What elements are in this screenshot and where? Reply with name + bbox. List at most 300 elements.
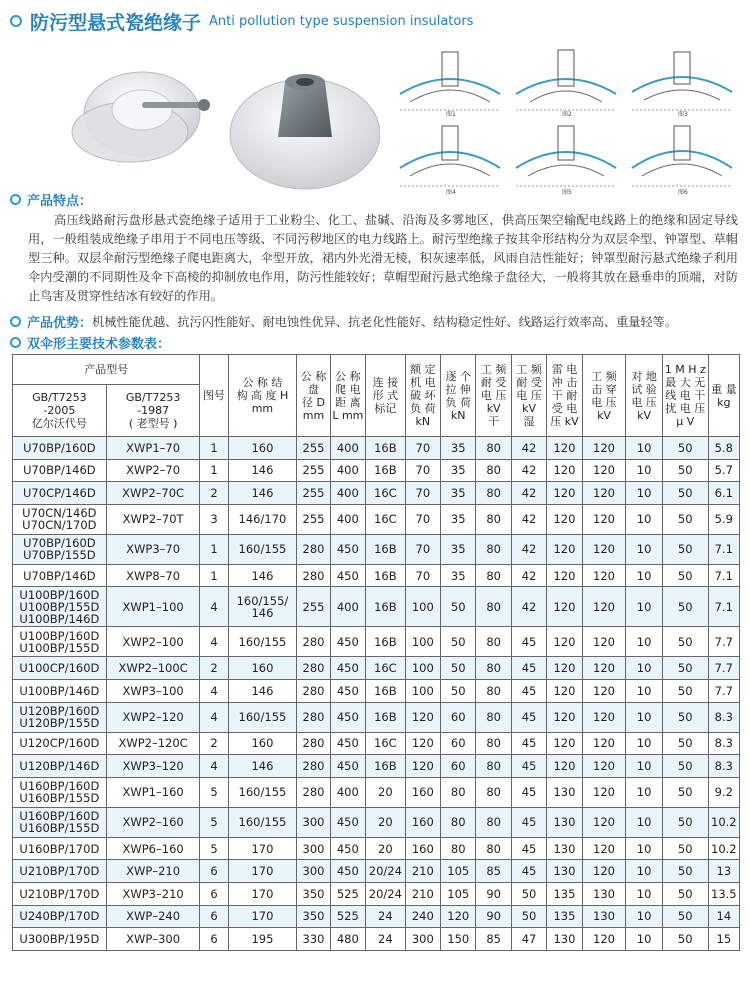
table-cell: 1 <box>200 459 228 482</box>
table-cell: 80 <box>476 732 511 755</box>
drawing-label-6: 图6 <box>678 189 688 196</box>
table-cell: 90 <box>476 905 511 928</box>
table-row <box>13 587 740 627</box>
table-row <box>13 837 740 860</box>
table-cell: 50 <box>662 459 708 482</box>
table-cell: XWP6–160 <box>106 837 200 860</box>
table-cell: XWP8–70 <box>106 564 200 587</box>
table-row <box>13 657 740 680</box>
table-cell: 4 <box>200 702 228 732</box>
th-fig: 图号 <box>200 355 228 437</box>
table-heading <box>10 333 170 352</box>
table-cell: 8.3 <box>708 702 739 732</box>
spec-table-wrap <box>12 354 740 951</box>
table-cell: 120 <box>547 755 582 778</box>
table-cell: 300 <box>297 837 330 860</box>
table-cell: 3 <box>200 504 228 534</box>
table-cell: 80 <box>476 564 511 587</box>
table-cell: 280 <box>297 702 330 732</box>
table-row <box>13 807 740 837</box>
table-row <box>13 882 740 905</box>
table-cell: 2 <box>200 482 228 505</box>
table-cell: 50 <box>662 732 708 755</box>
table-cell: 20/24 <box>366 882 406 905</box>
table-row <box>13 860 740 883</box>
table-cell: 120 <box>582 777 626 807</box>
table-cell: 150 <box>441 928 476 951</box>
table-cell: 6.1 <box>708 482 739 505</box>
table-cell: 50 <box>441 657 476 680</box>
table-cell: 195 <box>228 928 297 951</box>
table-cell: 16B <box>366 437 406 460</box>
ring-icon <box>10 337 21 348</box>
table-cell: 7.1 <box>708 587 739 627</box>
table-cell: 42 <box>511 482 546 505</box>
table-cell: 16C <box>366 732 406 755</box>
table-cell: 130 <box>547 860 582 883</box>
table-cell: 80 <box>441 837 476 860</box>
table-cell: 45 <box>511 755 546 778</box>
table-cell: 450 <box>330 837 365 860</box>
features-heading <box>10 190 92 209</box>
technical-drawings <box>392 38 740 198</box>
table-row <box>13 702 740 732</box>
table-cell: 70 <box>405 564 440 587</box>
table-cell: 120 <box>582 755 626 778</box>
table-cell: 50 <box>662 702 708 732</box>
table-row <box>13 459 740 482</box>
table-cell: 80 <box>441 777 476 807</box>
spec-table <box>12 354 740 951</box>
table-cell: 120 <box>547 459 582 482</box>
th-dia: 公 称 盘 径 D mm <box>297 355 330 437</box>
table-cell: 42 <box>511 459 546 482</box>
table-cell: 525 <box>330 905 365 928</box>
table-cell: 50 <box>662 837 708 860</box>
table-cell: 45 <box>511 837 546 860</box>
table-cell: 16B <box>366 459 406 482</box>
table-cell: 255 <box>297 504 330 534</box>
table-cell: 16C <box>366 482 406 505</box>
table-cell: 20/24 <box>366 860 406 883</box>
table-row <box>13 534 740 564</box>
table-cell: 2 <box>200 732 228 755</box>
table-cell: 5 <box>200 777 228 807</box>
table-cell: 80 <box>476 702 511 732</box>
table-cell: 5 <box>200 837 228 860</box>
table-cell: 80 <box>476 437 511 460</box>
table-cell: 160/155 <box>228 807 297 837</box>
th-dry: 工 频 耐 受 电 压 kV 干 <box>476 355 511 437</box>
table-cell: 170 <box>228 837 297 860</box>
table-cell: 6 <box>200 905 228 928</box>
table-cell: 45 <box>511 732 546 755</box>
table-cell: 70 <box>405 437 440 460</box>
table-row <box>13 679 740 702</box>
table-cell: 210 <box>405 882 440 905</box>
table-row <box>13 732 740 755</box>
table-cell: 450 <box>330 732 365 755</box>
table-cell: 300 <box>297 807 330 837</box>
table-cell: 130 <box>547 777 582 807</box>
table-cell: 130 <box>582 905 626 928</box>
table-cell: 210 <box>405 860 440 883</box>
table-cell: 50 <box>662 657 708 680</box>
table-cell: U120BP/160D U120BP/155D <box>13 702 107 732</box>
title-en: Anti pollution type suspension insulators <box>209 13 474 29</box>
table-row <box>13 777 740 807</box>
table-cell: 70 <box>405 504 440 534</box>
table-cell: 400 <box>330 482 365 505</box>
table-cell: 450 <box>330 657 365 680</box>
table-cell: 10 <box>626 860 662 883</box>
table-cell: 480 <box>330 928 365 951</box>
table-cell: 120 <box>582 837 626 860</box>
table-cell: 50 <box>662 679 708 702</box>
table-cell: 80 <box>441 807 476 837</box>
table-cell: 42 <box>511 564 546 587</box>
drawing-fig4 <box>400 126 500 186</box>
table-cell: 16B <box>366 587 406 627</box>
table-cell: 280 <box>297 755 330 778</box>
table-cell: 80 <box>476 679 511 702</box>
table-cell: 160/155/ 146 <box>228 587 297 627</box>
table-cell: XWP2–100C <box>106 657 200 680</box>
table-cell: 280 <box>297 534 330 564</box>
table-cell: 10 <box>626 459 662 482</box>
table-cell: XWP3–210 <box>106 882 200 905</box>
advantages-text: 机械性能优越、抗污闪性能好、耐电蚀性优异、抗老化性能好、结构稳定性好、线路运行效率高、重量轻等。 <box>92 315 678 329</box>
th-impulse: 雷 电 冲 击 干 耐 受 电 压 kV <box>547 355 582 437</box>
th-creep: 公 称 爬 电 距 离 L mm <box>330 355 365 437</box>
table-cell: 100 <box>405 627 440 657</box>
table-cell: U100BP/146D <box>13 679 107 702</box>
table-cell: 80 <box>476 837 511 860</box>
table-cell: 120 <box>547 534 582 564</box>
ring-icon <box>10 316 21 327</box>
table-cell: U160BP/160D U160BP/155D <box>13 777 107 807</box>
table-cell: 5.8 <box>708 437 739 460</box>
table-cell: 7.7 <box>708 657 739 680</box>
th-gb2005: GB/T7253 -2005 亿尔沃代号 <box>13 385 107 437</box>
table-cell: 50 <box>441 587 476 627</box>
table-cell: 45 <box>511 807 546 837</box>
drawing-fig3 <box>632 52 732 110</box>
table-cell: 120 <box>547 482 582 505</box>
table-cell: 10 <box>626 534 662 564</box>
table-cell: 120 <box>405 702 440 732</box>
table-cell: 120 <box>582 928 626 951</box>
table-cell: 120 <box>547 657 582 680</box>
table-cell: 35 <box>441 504 476 534</box>
table-cell: 450 <box>330 679 365 702</box>
table-cell: U100CP/160D <box>13 657 107 680</box>
table-cell: 16B <box>366 679 406 702</box>
table-cell: 80 <box>476 755 511 778</box>
table-cell: U160BP/160D U160BP/155D <box>13 807 107 837</box>
table-cell: 120 <box>582 534 626 564</box>
table-row <box>13 755 740 778</box>
table-cell: 130 <box>547 928 582 951</box>
table-cell: U210BP/170D <box>13 860 107 883</box>
table-cell: 1 <box>200 564 228 587</box>
table-cell: 160/155 <box>228 702 297 732</box>
product-photos <box>70 42 380 192</box>
table-cell: 450 <box>330 755 365 778</box>
table-cell: 255 <box>297 437 330 460</box>
insulator-photo-side <box>72 72 210 162</box>
table-row <box>13 905 740 928</box>
table-cell: 120 <box>547 437 582 460</box>
table-cell: 16C <box>366 657 406 680</box>
features-text: 高压线路耐污盘形悬式瓷绝缘子适用于工业粉尘、化工、盐碱、沿海及多雾地区，供高压架空输配电线路上的绝缘和固定导线用，一般组装成绝缘子串用于不同电压等级、不同污秽地区的电力线路上。耐污型绝缘子按其伞形结构分为双层伞型、钟罩型、草帽型三种。双层伞耐污型绝缘子爬电距离大，伞型开放，裙内外光滑无棱，积灰速率低，风雨自洁性能好；钟罩型耐污悬式绝缘子利用伞内受潮的不同期性及伞下高棱的抑制放电作用，防污性能较好；草帽型耐污悬式绝缘子盘径大，一般将其放在悬垂串的顶端，对防止鸟害及贯穿性结冰有较好的作用。 <box>28 213 738 303</box>
table-cell: 120 <box>582 807 626 837</box>
table-cell: 160 <box>405 807 440 837</box>
table-cell: 400 <box>330 777 365 807</box>
table-cell: 15 <box>708 928 739 951</box>
table-cell: 4 <box>200 627 228 657</box>
table-cell: 450 <box>330 860 365 883</box>
features-title: 产品特点： <box>27 194 93 209</box>
table-cell: 60 <box>441 755 476 778</box>
table-cell: 16B <box>366 627 406 657</box>
table-cell: 10 <box>626 905 662 928</box>
table-cell: 450 <box>330 564 365 587</box>
table-cell: 10.2 <box>708 837 739 860</box>
table-cell: XWP1–100 <box>106 587 200 627</box>
table-cell: 10 <box>626 882 662 905</box>
table-cell: U210BP/170D <box>13 882 107 905</box>
table-cell: 50 <box>662 534 708 564</box>
table-cell: 45 <box>511 657 546 680</box>
table-cell: 135 <box>547 882 582 905</box>
table-cell: XWP2–70T <box>106 504 200 534</box>
table-cell: 400 <box>330 459 365 482</box>
table-cell: 85 <box>476 928 511 951</box>
table-cell: 2 <box>200 657 228 680</box>
table-cell: 160/155 <box>228 777 297 807</box>
table-title: 双伞形主要技术参数表： <box>27 337 171 352</box>
th-wet: 工 频 耐 受 电 压 kV 湿 <box>511 355 546 437</box>
table-cell: 10 <box>626 755 662 778</box>
table-row <box>13 482 740 505</box>
th-puncture: 工 频 击 穿 电 压 kV <box>582 355 626 437</box>
table-cell: 4 <box>200 755 228 778</box>
table-cell: 47 <box>511 928 546 951</box>
table-cell: 146/170 <box>228 504 297 534</box>
ring-icon <box>10 15 22 27</box>
table-cell: 6 <box>200 860 228 883</box>
table-cell: 120 <box>582 679 626 702</box>
table-cell: U160BP/170D <box>13 837 107 860</box>
table-cell: U100BP/160D U100BP/155D <box>13 627 107 657</box>
table-cell: 120 <box>582 732 626 755</box>
table-cell: 45 <box>511 627 546 657</box>
table-cell: 120 <box>547 732 582 755</box>
table-cell: 20 <box>366 837 406 860</box>
table-cell: 80 <box>476 504 511 534</box>
title-zh: 防污型悬式瓷绝缘子 <box>30 11 202 34</box>
table-cell: U70BP/146D <box>13 564 107 587</box>
th-model: 产品型号 <box>13 355 200 385</box>
table-cell: 16B <box>366 702 406 732</box>
table-cell: 50 <box>662 882 708 905</box>
table-cell: 120 <box>582 564 626 587</box>
table-cell: 450 <box>330 807 365 837</box>
table-cell: 170 <box>228 905 297 928</box>
table-cell: 70 <box>405 482 440 505</box>
table-cell: 160 <box>405 837 440 860</box>
table-cell: 45 <box>511 702 546 732</box>
table-cell: 160 <box>405 777 440 807</box>
table-cell: 50 <box>662 564 708 587</box>
table-cell: 120 <box>547 702 582 732</box>
table-cell: 100 <box>405 657 440 680</box>
page-title <box>10 8 473 34</box>
table-cell: 130 <box>582 882 626 905</box>
table-cell: 24 <box>366 928 406 951</box>
table-cell: 120 <box>582 657 626 680</box>
table-cell: 90 <box>476 882 511 905</box>
drawing-label-4: 图4 <box>446 189 456 196</box>
table-cell: 100 <box>405 679 440 702</box>
table-cell: 80 <box>476 459 511 482</box>
table-cell: 10 <box>626 732 662 755</box>
table-cell: U240BP/170D <box>13 905 107 928</box>
table-cell: XWP2–120 <box>106 702 200 732</box>
table-cell: 50 <box>662 777 708 807</box>
table-cell: 50 <box>662 928 708 951</box>
th-mech: 额 定 机 电 破 坏 负 荷 kN <box>405 355 440 437</box>
table-cell: XWP2–70C <box>106 482 200 505</box>
table-cell: 70 <box>405 459 440 482</box>
table-cell: 330 <box>297 928 330 951</box>
table-cell: 35 <box>441 564 476 587</box>
table-cell: XWP1–160 <box>106 777 200 807</box>
table-cell: 20 <box>366 777 406 807</box>
table-cell: 24 <box>366 905 406 928</box>
table-cell: U300BP/195D <box>13 928 107 951</box>
table-cell: 42 <box>511 587 546 627</box>
table-cell: 14 <box>708 905 739 928</box>
table-cell: 120 <box>582 702 626 732</box>
table-cell: 170 <box>228 882 297 905</box>
table-cell: 50 <box>662 504 708 534</box>
table-cell: 6 <box>200 928 228 951</box>
table-cell: 16B <box>366 755 406 778</box>
table-cell: 450 <box>330 627 365 657</box>
table-cell: 50 <box>662 755 708 778</box>
table-cell: 120 <box>582 860 626 883</box>
table-cell: 35 <box>441 437 476 460</box>
table-cell: 10 <box>626 807 662 837</box>
table-cell: 7.7 <box>708 679 739 702</box>
table-cell: U120CP/160D <box>13 732 107 755</box>
table-cell: 50 <box>662 587 708 627</box>
table-cell: 300 <box>405 928 440 951</box>
table-cell: 50 <box>662 482 708 505</box>
table-cell: 10 <box>626 657 662 680</box>
table-cell: 50 <box>662 860 708 883</box>
table-cell: U70BP/160D <box>13 437 107 460</box>
th-height: 公 称 结 构 高 度 H mm <box>228 355 297 437</box>
table-cell: 105 <box>441 860 476 883</box>
table-cell: 1 <box>200 534 228 564</box>
table-cell: 255 <box>297 459 330 482</box>
table-cell: U120BP/146D <box>13 755 107 778</box>
table-cell: 10 <box>626 587 662 627</box>
table-cell: 400 <box>330 437 365 460</box>
table-cell: 50 <box>662 437 708 460</box>
table-cell: 120 <box>582 459 626 482</box>
table-cell: 120 <box>441 905 476 928</box>
table-row <box>13 564 740 587</box>
table-cell: 280 <box>297 657 330 680</box>
table-cell: 160/155 <box>228 627 297 657</box>
drawing-fig5 <box>516 126 616 186</box>
th-coupling: 连 接 形 式 标记 <box>366 355 406 437</box>
drawing-label-5: 图5 <box>562 189 572 196</box>
table-cell: U100BP/160D U100BP/155D U100BP/146D <box>13 587 107 627</box>
table-cell: 130 <box>547 837 582 860</box>
table-cell: 146 <box>228 482 297 505</box>
table-row <box>13 928 740 951</box>
table-cell: 280 <box>297 564 330 587</box>
th-gb1987: GB/T7253 -1987 ( 老型号 ) <box>106 385 200 437</box>
th-weight: 重 量 kg <box>708 355 739 437</box>
table-cell: 255 <box>297 587 330 627</box>
table-cell: 20 <box>366 807 406 837</box>
table-cell: 240 <box>405 905 440 928</box>
table-cell: 10 <box>626 437 662 460</box>
table-cell: 120 <box>405 732 440 755</box>
table-cell: 16B <box>366 534 406 564</box>
drawing-label-2: 图2 <box>562 111 572 118</box>
table-cell: 70 <box>405 534 440 564</box>
table-cell: 35 <box>441 534 476 564</box>
table-cell: 50 <box>511 905 546 928</box>
drawing-fig2 <box>516 50 616 110</box>
table-cell: XWP3–120 <box>106 755 200 778</box>
table-cell: 80 <box>476 534 511 564</box>
table-cell: 146 <box>228 564 297 587</box>
table-cell: XWP–300 <box>106 928 200 951</box>
table-cell: XWP–210 <box>106 860 200 883</box>
table-cell: XWP3–100 <box>106 679 200 702</box>
table-cell: 4 <box>200 679 228 702</box>
drawing-fig1 <box>400 52 500 110</box>
table-cell: 50 <box>662 807 708 837</box>
table-cell: 350 <box>297 882 330 905</box>
table-cell: 525 <box>330 882 365 905</box>
table-cell: 45 <box>511 679 546 702</box>
table-cell: 120 <box>547 679 582 702</box>
table-cell: 300 <box>297 860 330 883</box>
spec-table-body <box>13 437 740 951</box>
table-cell: 10 <box>626 702 662 732</box>
table-cell: 50 <box>662 905 708 928</box>
table-cell: 80 <box>476 587 511 627</box>
table-cell: 7.7 <box>708 627 739 657</box>
table-row <box>13 437 740 460</box>
table-cell: 16B <box>366 564 406 587</box>
table-cell: XWP1–70 <box>106 437 200 460</box>
table-cell: 1 <box>200 437 228 460</box>
table-cell: 255 <box>297 482 330 505</box>
table-cell: 160 <box>228 437 297 460</box>
table-cell: 10 <box>626 837 662 860</box>
table-cell: 42 <box>511 504 546 534</box>
